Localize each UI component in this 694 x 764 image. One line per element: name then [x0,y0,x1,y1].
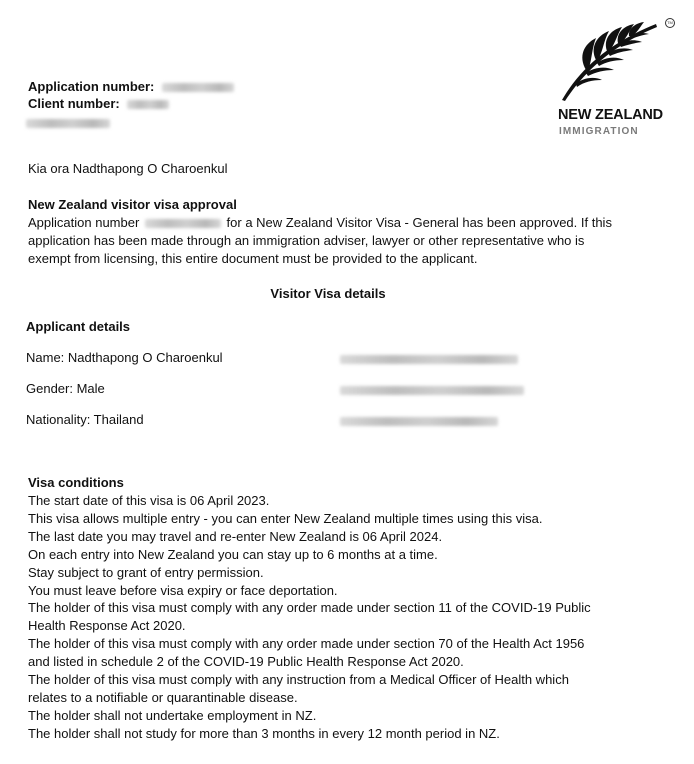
details-title: Visitor Visa details [270,286,386,301]
redacted-value [340,386,524,395]
client-number-row [28,95,169,113]
greeting: Kia ora Nadthapong O Charoenkul [28,161,228,176]
redacted-application-number-inline [145,219,221,228]
approval-line-2: application has been made through an immigration adviser, lawyer or other representative who is [28,233,585,248]
condition-line: The start date of this visa is 06 April 2023. [28,493,270,508]
condition-line: Stay subject to grant of entry permission. [28,564,264,580]
applicant-gender: Gender: Male [26,381,105,396]
redacted-date-row [26,114,110,132]
condition-line: The holder of this visa must comply with any order made under section 70 of the Health Act 1956 [28,636,585,652]
applicant-nationality: Nationality: Thailand [26,412,144,427]
redacted-value [340,355,518,364]
applicant-section-title: Applicant details [26,319,131,334]
redacted-gender-field [340,381,524,399]
approval-line-3: exempt from licensing, this entire document must be provided to the applicant. [28,251,478,266]
condition-line: and listed in schedule 2 of the COVID-19 Public Health Response Act 2020. [28,654,464,670]
application-number-label: Application number: [28,79,155,94]
redacted-client-number [127,100,169,109]
nz-immigration-logo [556,18,676,138]
redacted-date [26,119,110,128]
condition-line: Health Response Act 2020. [28,618,186,634]
approval-line-1 [28,214,648,232]
condition-line: The holder shall not study for more than 3 months in every 12 month period in NZ. [28,725,500,741]
trademark-mark: TM [665,18,675,28]
conditions-list [28,492,591,743]
application-number-row [28,78,234,96]
redacted-value [340,417,498,426]
client-number-label: Client number: [28,96,120,111]
condition-line: You must leave before visa expiry or face deportation. [28,582,338,598]
condition-line: The holder shall not undertake employment in NZ. [28,707,317,723]
silver-fern-icon [556,18,660,102]
condition-line: The last date you may travel and re-enter New Zealand is 06 April 2024. [28,528,443,544]
approval-text-after: for a New Zealand Visitor Visa - General has been approved. If this [226,215,612,230]
applicant-name: Name: Nadthapong O Charoenkul [26,350,223,365]
condition-line: On each entry into New Zealand you can stay up to 6 months at a time. [28,546,438,562]
redacted-name-field [340,350,518,368]
logo-subtitle: IMMIGRATION [559,126,639,137]
logo-title: NEW ZEALAND [558,107,663,123]
redacted-nationality-field [340,412,498,430]
approval-text-before: Application number [28,215,140,230]
condition-line: The holder of this visa must comply with any instruction from a Medical Officer of Health which [28,672,569,688]
conditions-title: Visa conditions [28,475,124,490]
redacted-application-number [162,83,234,92]
condition-line: relates to a notifiable or quarantinable disease. [28,689,298,705]
approval-title: New Zealand visitor visa approval [28,197,237,212]
condition-line: This visa allows multiple entry - you can enter New Zealand multiple times using this visa. [28,510,543,526]
condition-line: The holder of this visa must comply with any order made under section 11 of the COVID-19 Public [28,600,591,616]
